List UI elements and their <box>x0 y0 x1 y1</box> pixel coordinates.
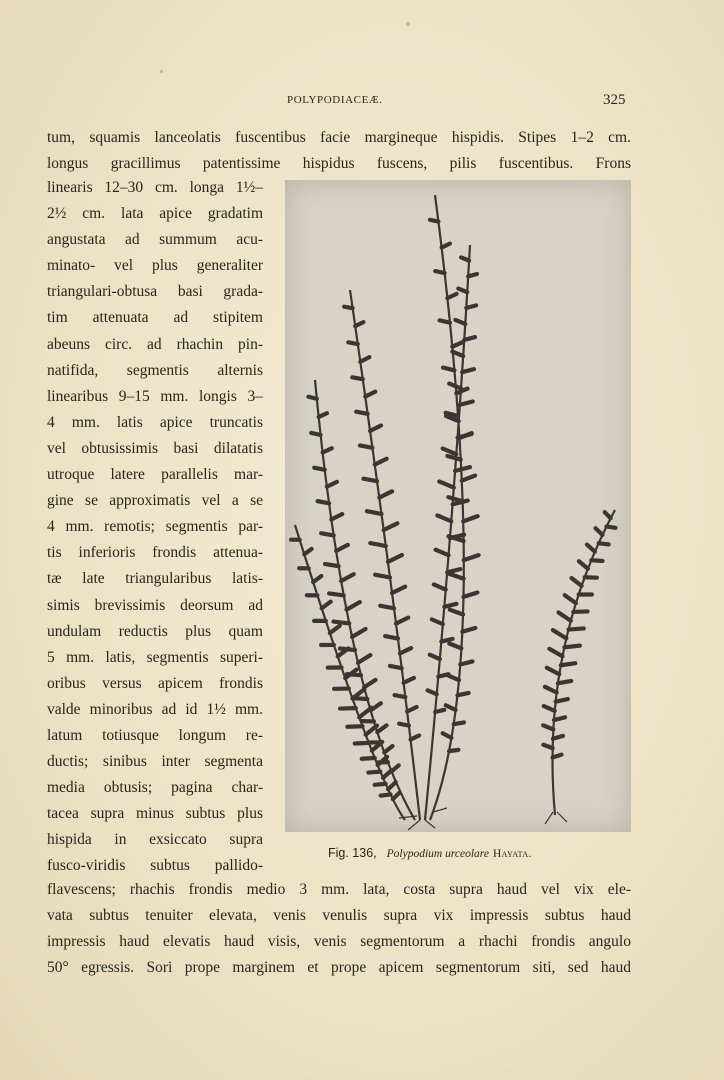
text-line: tæ late triangularibus latis- <box>47 570 263 588</box>
fern-segment <box>443 449 457 455</box>
fern-segment <box>395 695 406 697</box>
species-author: Hayata. <box>492 848 532 860</box>
text-line: impressis haud elevatis haud visis, venis segmentorum a rhachi frondis angulo <box>47 933 631 950</box>
fern-specimen-plate <box>285 180 631 832</box>
fern-segment <box>384 523 398 530</box>
fern-segment <box>304 549 311 554</box>
text-line: media obtusis; pagina char- <box>47 779 263 797</box>
fern-segment <box>460 401 473 404</box>
fern-segment <box>606 527 615 528</box>
fern-segment <box>443 733 452 738</box>
text-line: minato- vel plus generaliter <box>47 257 263 275</box>
text-line: 2½ cm. lata apice gradatim <box>47 205 263 223</box>
fern-segment <box>455 320 465 324</box>
fern-segment <box>399 724 409 726</box>
fern-segment <box>432 619 443 624</box>
fern-segment <box>379 491 392 497</box>
fern-segment <box>543 745 552 748</box>
fern-segment <box>396 618 408 624</box>
fern-segment <box>359 708 371 718</box>
fern-segment <box>444 604 456 607</box>
fern-segment <box>352 629 365 637</box>
fern-segment <box>457 693 468 695</box>
fern-segment <box>360 445 373 447</box>
fern-segment <box>430 655 440 659</box>
fern-segment <box>428 690 437 694</box>
fern-segment <box>383 770 392 778</box>
text-line: tacea supra minus subtus plus <box>47 805 263 823</box>
fern-segment <box>358 655 370 663</box>
running-title: POLYPODIACEÆ. <box>287 94 383 106</box>
fern-segment <box>591 560 602 561</box>
text-line: linearis 12–30 cm. longa 1½– <box>47 179 263 196</box>
ink-speck <box>160 70 163 73</box>
fern-segment <box>367 511 382 514</box>
fern-segment <box>443 368 454 371</box>
text-line: flavescens; rhachis frondis medio 3 mm. lata, costa supra haud vel vix ele- <box>47 881 631 898</box>
fern-segment <box>308 397 316 399</box>
fern-segment <box>565 595 576 603</box>
text-line: triangulari-obtusa basi grada- <box>47 283 263 301</box>
text-line: undulam reductis plus quam <box>47 622 263 640</box>
fern-segment <box>341 574 354 581</box>
fern-segment <box>404 678 414 683</box>
fern-segment <box>561 663 575 665</box>
text-line: fusco-viridis subtus pallido- <box>47 857 263 875</box>
fern-segment <box>437 515 451 521</box>
fern-segment <box>364 680 375 687</box>
text-line: abeuns circ. ad rhachin pin- <box>47 335 263 353</box>
text-line: 5 mm. latis, segmentis superi- <box>47 648 263 666</box>
fern-segment <box>568 628 583 629</box>
fern-segment <box>323 448 332 452</box>
fern-segment <box>452 342 462 347</box>
fern-segment <box>360 357 369 362</box>
fern-segment <box>375 459 387 465</box>
fern-segment <box>468 274 477 276</box>
fern-segment <box>385 636 398 639</box>
fern-segment <box>599 543 609 544</box>
fern-segment <box>329 593 344 595</box>
fern-segment <box>564 646 580 648</box>
fern-segment <box>558 612 570 620</box>
fern-segment <box>411 736 420 740</box>
fern-segment <box>348 342 357 344</box>
text-line: simis brevissimis deorsum ad <box>47 596 263 614</box>
fern-segment <box>355 743 369 744</box>
text-line: tim attenuata ad stipitem <box>47 309 263 327</box>
fern-segment <box>579 561 588 568</box>
fern-specimen-illustration <box>285 180 631 832</box>
fern-segment <box>436 550 449 555</box>
figure-caption <box>328 845 628 861</box>
fern-segment <box>558 681 571 683</box>
fern-segment <box>549 649 562 656</box>
fern-segment <box>454 722 464 724</box>
fern-segment <box>547 668 559 675</box>
fern-segment <box>365 392 375 397</box>
fern-segment <box>462 476 475 481</box>
text-line: linearibus 9–15 mm. longis 3– <box>47 387 263 405</box>
fern-segment <box>449 574 463 579</box>
text-line: hispida in exsiccato supra <box>47 831 263 849</box>
fern-segment <box>458 289 467 293</box>
fern-segment <box>375 575 390 578</box>
fern-segment <box>318 501 330 503</box>
fern-segment <box>596 528 603 535</box>
fern-segment <box>314 468 324 470</box>
text-line: utroque latere parallelis mar- <box>47 466 263 484</box>
fern-segment <box>446 705 456 710</box>
fern-segment <box>440 320 450 322</box>
text-line: vel obtusissimis basi dilatatis <box>47 439 263 457</box>
fern-segment <box>441 639 452 642</box>
text-line: 4 mm. latis apice truncatis <box>47 413 263 431</box>
fern-segment <box>366 726 377 735</box>
fern-segment <box>447 456 460 460</box>
fern-segment <box>553 630 566 638</box>
text-line: tum, squamis lanceolatis fuscentibus facie margineque hispidis. Stipes 1–2 cm. <box>47 129 631 146</box>
fern-segment <box>311 433 320 435</box>
fern-segment <box>545 687 557 693</box>
fern-segment <box>572 578 582 586</box>
fern-segment <box>605 512 611 518</box>
fern-segment <box>466 305 476 308</box>
text-line: angustata ad summum acu- <box>47 231 263 249</box>
fern-segment <box>375 784 386 785</box>
fern-segment <box>439 481 454 487</box>
fern-segment <box>460 661 472 664</box>
fern-segment <box>554 717 565 720</box>
fern-segment <box>459 433 471 438</box>
fern-segment <box>370 543 386 546</box>
fern-segment <box>543 725 553 729</box>
fern-segment <box>390 666 402 668</box>
fern-segment <box>355 322 363 326</box>
fern-segment <box>336 545 348 551</box>
text-line: latum totiusque longum re- <box>47 726 263 744</box>
fern-segment <box>344 307 352 309</box>
fern-segment <box>352 377 362 379</box>
ink-speck <box>406 22 410 26</box>
fern-segment <box>322 602 331 609</box>
fern-segment <box>407 707 416 711</box>
fern-segment <box>356 412 368 414</box>
fern-segment <box>319 413 327 417</box>
fern-segment <box>330 626 340 633</box>
fern-segment <box>434 584 446 589</box>
fern-segment <box>448 675 459 680</box>
fern-segment <box>553 755 562 758</box>
fern-segment <box>325 564 339 566</box>
fern-segment <box>381 794 391 795</box>
fern-segment <box>553 736 563 739</box>
running-head <box>0 94 724 114</box>
fern-segment <box>331 514 342 519</box>
fern-segment <box>435 710 444 712</box>
fern-segment <box>327 482 337 487</box>
text-line: tis inferioris frondis attenua- <box>47 544 263 562</box>
fern-segment <box>450 610 463 615</box>
fern-segment <box>447 294 456 298</box>
fern-segment <box>368 772 380 773</box>
fern-rachis <box>553 510 616 815</box>
text-line: ductis; sinibus inter segmenta <box>47 753 263 771</box>
fern-segment <box>556 699 568 702</box>
fern-segment <box>449 643 461 648</box>
fern-segment <box>461 257 469 260</box>
fern-segment <box>354 698 367 699</box>
fern-segment <box>464 337 475 340</box>
fern-segment <box>370 425 381 430</box>
fern-segment <box>448 497 462 501</box>
fern-segment <box>435 271 444 273</box>
fern-segment <box>544 706 555 711</box>
fern-segment <box>449 750 458 751</box>
page-number: 325 <box>603 92 626 108</box>
fern-segment <box>463 593 477 597</box>
fern-segment <box>462 628 475 632</box>
species-name: Polypodium urceolare <box>386 848 489 860</box>
text-line: 50° egressis. Sori prope marginem et prope apicem segmentorum siti, sed haud <box>47 959 631 976</box>
fern-segment <box>346 602 359 610</box>
fern-segment <box>455 467 470 471</box>
fern-segment <box>334 622 350 624</box>
fern-segment <box>380 606 394 609</box>
fern-roots <box>545 812 567 824</box>
fern-roots <box>399 808 447 830</box>
fern-segment <box>464 555 479 560</box>
fern-segment <box>384 746 392 752</box>
fern-segment <box>463 516 477 521</box>
text-line: oribus versus apicem frondis <box>47 674 263 692</box>
fern-segment <box>587 545 595 552</box>
fern-segment <box>388 555 402 562</box>
fern-segment <box>400 648 411 653</box>
fern-segment <box>573 611 587 612</box>
fern-segment <box>430 220 438 222</box>
text-line: valde minoribus ad id 1½ mm. <box>47 700 263 718</box>
text-line: 4 mm. remotis; segmentis par- <box>47 518 263 536</box>
text-line: natifida, segmentis alternis <box>47 361 263 379</box>
text-line: longus gracillimus patentissime hispidus fuscens, pilis fuscentibus. Frons <box>47 155 631 172</box>
fern-segment <box>393 793 400 800</box>
fern-segment <box>363 479 377 482</box>
text-line: gine se approximatis vel a se <box>47 492 263 510</box>
fern-segment <box>313 576 321 582</box>
fern-segment <box>388 782 396 789</box>
figure-number: Fig. 136, <box>328 846 377 860</box>
fern-segment <box>321 533 334 535</box>
fern-segment <box>392 587 405 593</box>
wrapped-text-column <box>47 175 263 880</box>
fern-segment <box>442 244 450 248</box>
fern-segment <box>362 758 375 759</box>
text-line: vata subtus tenuiter elevata, venis venulis supra vix impressis subtus haud <box>47 907 631 924</box>
fern-segment <box>462 369 474 372</box>
fern-segment <box>347 726 362 727</box>
